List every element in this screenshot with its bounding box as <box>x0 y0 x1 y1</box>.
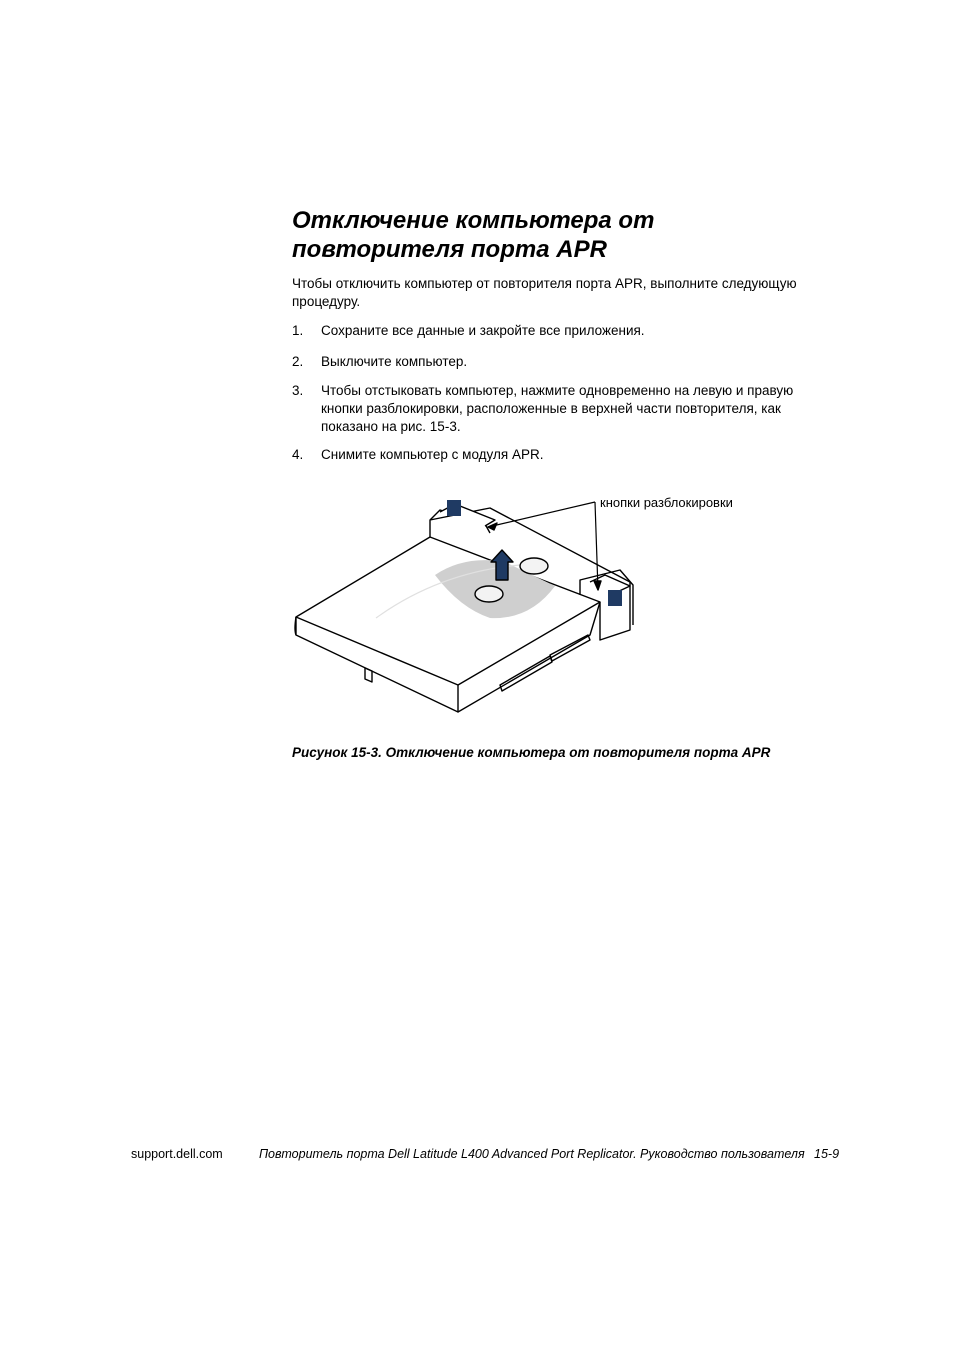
undocking-illustration <box>290 490 760 730</box>
step-number: 3. <box>292 383 304 398</box>
release-buttons-callout: кнопки разблокировки <box>600 495 733 510</box>
step-text: Чтобы отстыковать компьютер, нажмите одновременно на левую и правую кнопки разблокировки, расположенные в верхней части повторителя, как показано на рис. 15-3. <box>321 383 794 434</box>
footer-document-title: Повторитель порта Dell Latitude L400 Advanced Port Replicator. Руководство пользователя <box>259 1147 805 1161</box>
section-heading-line-1: Отключение компьютера от <box>292 207 655 234</box>
intro-paragraph: Чтобы отключить компьютер от повторителя порта APR, выполните следующую процедуру. <box>292 276 797 309</box>
step-text: Сохраните все данные и закройте все приложения. <box>321 323 645 338</box>
step-number: 4. <box>292 447 304 462</box>
step-text: Выключите компьютер. <box>321 354 468 369</box>
footer-site: support.dell.com <box>131 1147 223 1161</box>
step-text: Снимите компьютер с модуля APR. <box>321 447 544 462</box>
step-number: 2. <box>292 354 304 369</box>
section-heading-line-2: повторителя порта APR <box>292 236 607 263</box>
section-heading <box>292 206 852 264</box>
figure-caption: Рисунок 15-3. Отключение компьютера от повторителя порта APR <box>292 745 771 760</box>
page-number: 15-9 <box>814 1147 840 1161</box>
step-number: 1. <box>292 323 304 338</box>
laptop-on-port-replicator-drawing <box>290 490 760 730</box>
